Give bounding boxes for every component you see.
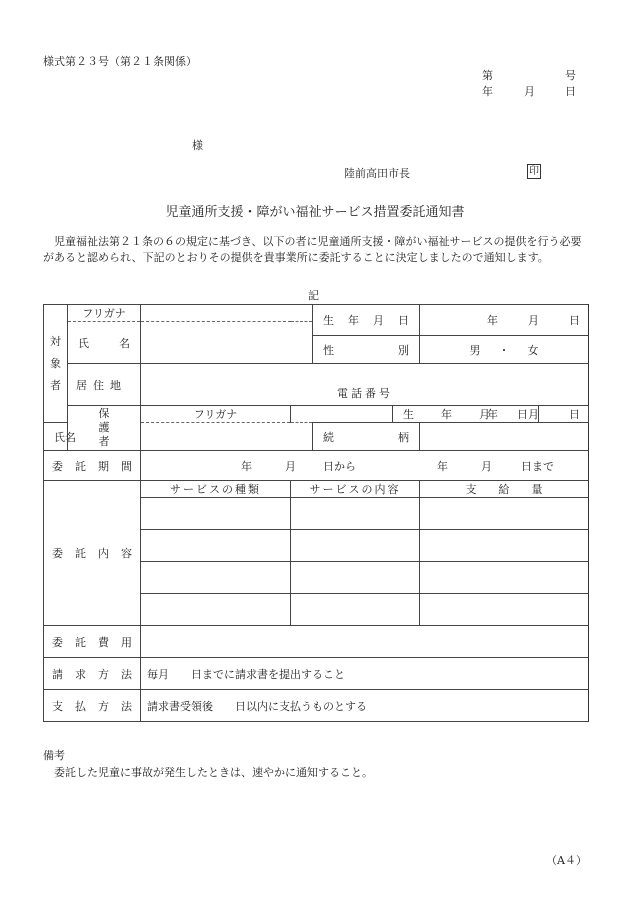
billing-field[interactable]: 毎月 日までに請求書を提出すること — [141, 658, 589, 690]
subject-name-label: 氏 名 — [68, 322, 141, 364]
billing-label: 請 求 方 法 — [44, 658, 141, 690]
content-cell[interactable] — [420, 530, 589, 562]
content-cell[interactable] — [291, 498, 420, 530]
issuer-name: 陸前高田市長 — [344, 167, 410, 180]
subject-furigana-field[interactable] — [141, 305, 313, 322]
content-cell[interactable] — [141, 498, 291, 530]
addressee-suffix: 様 — [192, 139, 203, 152]
guardian-birth-label: 生 年 月 日 — [393, 406, 539, 423]
remarks-text: 委託した児童に事故が発生したときは、速やかに通知すること。 — [43, 766, 373, 779]
date-month: 月 — [524, 85, 535, 98]
seal-stamp: 印 — [529, 166, 539, 177]
subject-address-label: 居住地 — [68, 364, 141, 406]
content-cell[interactable] — [420, 562, 589, 594]
date-year: 年 — [482, 85, 493, 98]
content-cell[interactable] — [420, 498, 589, 530]
cost-field[interactable] — [141, 626, 589, 658]
content-header-type: サービスの種類 — [141, 481, 291, 498]
content-label: 委 託 内 容 — [44, 481, 141, 626]
content-header-amount: 支 給 量 — [420, 481, 589, 498]
subject-address-field[interactable] — [141, 364, 589, 406]
cost-label: 委 託 費 用 — [44, 626, 141, 658]
guardian-name-label: 氏 名 — [44, 423, 68, 451]
paper-size-label: （A４） — [546, 854, 587, 867]
content-cell[interactable] — [141, 562, 291, 594]
subject-sex-field[interactable]: 男 ・ 女 — [420, 336, 589, 364]
period-label: 委 託 期 間 — [44, 451, 141, 481]
content-cell[interactable] — [291, 594, 420, 626]
document-title: 児童通所支援・障がい福祉サービス措置委託通知書 — [165, 205, 465, 220]
doc-number-prefix: 第 — [482, 69, 493, 82]
content-cell[interactable] — [291, 530, 420, 562]
guardian-name-field[interactable] — [141, 423, 313, 451]
subject-sex-label: 性 別 — [313, 336, 420, 364]
guardian-relation-field[interactable] — [420, 423, 589, 451]
remarks-title: 備考 — [43, 749, 65, 762]
doc-number-suffix: 号 — [565, 69, 576, 82]
guardian-furigana-field[interactable] — [291, 406, 393, 423]
payment-field[interactable]: 請求書受領後 日以内に支払うものとする — [141, 690, 589, 722]
subject-birth-label: 生 年 月 日 — [313, 305, 420, 336]
subject-name-field[interactable] — [141, 322, 313, 364]
period-field[interactable]: 年 月 日から 年 月 日まで — [141, 451, 589, 481]
subject-furigana-label: フリガナ — [68, 305, 141, 322]
guardian-relation-label: 続 柄 — [313, 423, 420, 451]
content-cell[interactable] — [291, 562, 420, 594]
phone-label: 電話番号 — [337, 387, 393, 400]
content-cell[interactable] — [141, 594, 291, 626]
intro-paragraph: 児童福祉法第２１条の６の規定に基づき、以下の者に児童通所支援・障がい福祉サービスの提供を行う必要があると認められ、下記のとおりその提供を貴事業所に委託することに決定しましたので通知します。 — [43, 235, 582, 264]
notice-form-table — [43, 304, 589, 722]
content-header-detail: サービスの内容 — [291, 481, 420, 498]
guardian-furigana-label: フリガナ — [141, 406, 291, 423]
guardian-label: 保 護 者 — [68, 406, 141, 451]
content-cell[interactable] — [141, 530, 291, 562]
content-cell[interactable] — [420, 594, 589, 626]
subject-label: 対 象 者 — [44, 305, 68, 423]
ki-heading: 記 — [308, 289, 319, 302]
date-day: 日 — [565, 85, 576, 98]
form-number: 様式第２３号（第２１条関係） — [43, 55, 197, 68]
payment-label: 支 払 方 法 — [44, 690, 141, 722]
subject-birth-field[interactable]: 年 月 日 — [420, 305, 589, 336]
guardian-birth-field[interactable]: 年 月 日 — [539, 406, 589, 423]
